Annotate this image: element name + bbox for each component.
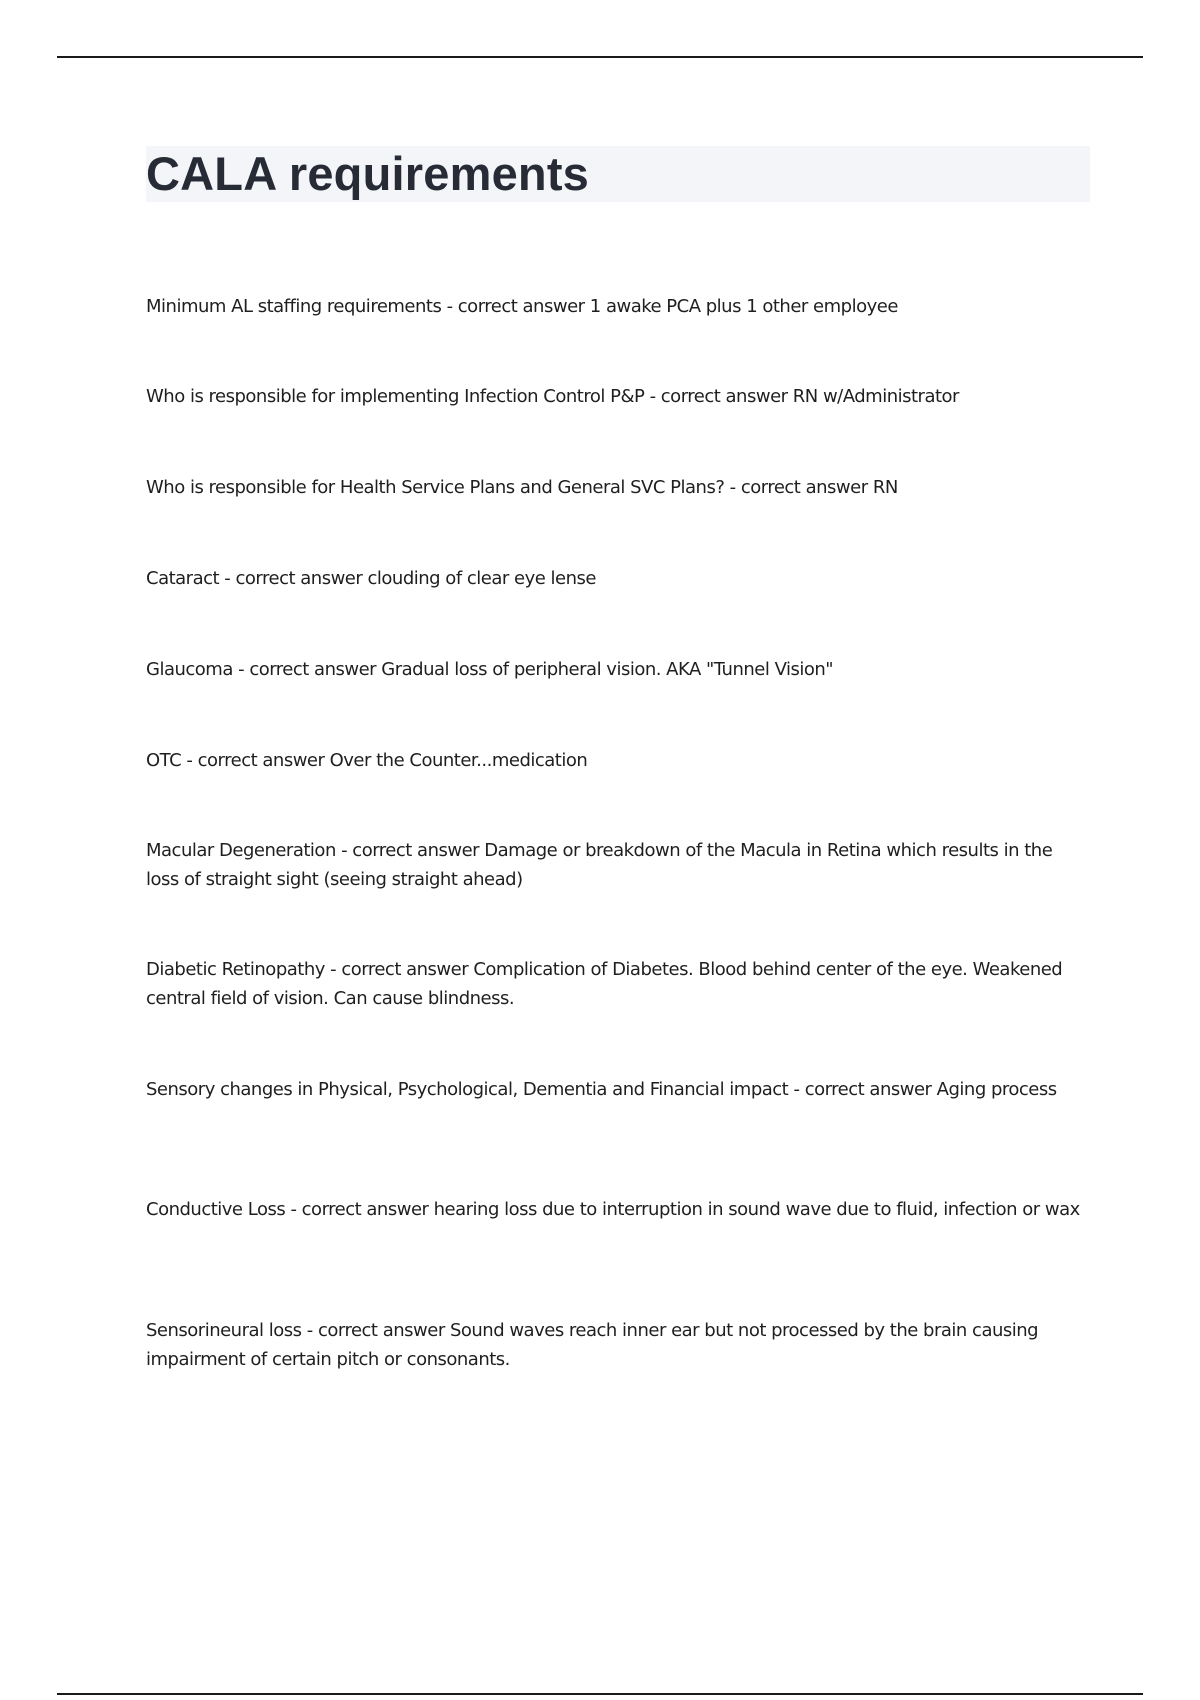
card-term: Diabetic Retinopathy: [146, 959, 325, 980]
top-rule: [57, 56, 1143, 58]
card-separator: - correct answer: [232, 659, 382, 680]
flashcard-item: [146, 292, 1090, 321]
card-answer: 1 awake PCA plus 1 other employee: [589, 296, 898, 317]
card-separator: - correct answer: [219, 568, 368, 589]
card-answer: Complication of Diabetes. Blood behind center of the eye. Weakened central field of vision. Can cause blindness.: [146, 959, 1063, 1009]
card-separator: - correct answer: [788, 1079, 937, 1100]
flashcard-item: [146, 1195, 1090, 1224]
card-term: Sensory changes in Physical, Psychological, Dementia and Financial impact: [146, 1079, 789, 1100]
card-separator: - correct answer: [301, 1320, 450, 1341]
card-answer: Damage or breakdown of the Macula in Retina which results in the loss of straight sight (seeing straight ahead): [146, 840, 1053, 890]
flashcard-item: [146, 746, 1090, 775]
card-term: OTC: [146, 750, 182, 771]
card-answer: clouding of clear eye lense: [367, 568, 596, 589]
card-answer: Sound waves reach inner ear but not processed by the brain causing impairment of certain pitch or consonants.: [146, 1320, 1039, 1370]
card-separator: - correct answer: [724, 477, 873, 498]
flashcard-item: [146, 655, 1090, 684]
card-term: Conductive Loss: [146, 1199, 286, 1220]
card-term: Sensorineural loss: [146, 1320, 302, 1341]
card-term: Glaucoma: [146, 659, 233, 680]
page-title: CALA requirements: [146, 147, 590, 200]
flashcard-item: [146, 836, 1090, 894]
flashcard-item: [146, 955, 1090, 1013]
card-separator: - correct answer: [441, 296, 590, 317]
flashcard-item: [146, 1316, 1090, 1374]
card-separator: - correct answer: [335, 840, 485, 861]
flashcard-item: [146, 564, 1090, 593]
card-answer: Gradual loss of peripheral vision. AKA "Tunnel Vision": [381, 659, 834, 680]
card-term: Macular Degeneration: [146, 840, 336, 861]
flashcard-item: [146, 382, 1090, 411]
card-answer: RN w/Administrator: [792, 386, 959, 407]
card-separator: - correct answer: [181, 750, 330, 771]
card-answer: Aging process: [936, 1079, 1057, 1100]
bottom-rule: [57, 1693, 1143, 1695]
flashcard-item: [146, 1075, 1090, 1104]
card-term: Who is responsible for Health Service Plans and General SVC Plans?: [146, 477, 725, 498]
card-answer: RN: [872, 477, 898, 498]
card-term: Cataract: [146, 568, 220, 589]
card-term: Minimum AL staffing requirements: [146, 296, 442, 317]
card-term: Who is responsible for implementing Infection Control P&P: [146, 386, 645, 407]
card-separator: - correct answer: [644, 386, 793, 407]
card-answer: Over the Counter...medication: [329, 750, 588, 771]
card-answer: hearing loss due to interruption in sound wave due to fluid, infection or wax: [433, 1199, 1080, 1220]
card-separator: - correct answer: [324, 959, 474, 980]
flashcard-item: [146, 473, 1090, 502]
card-separator: - correct answer: [285, 1199, 434, 1220]
